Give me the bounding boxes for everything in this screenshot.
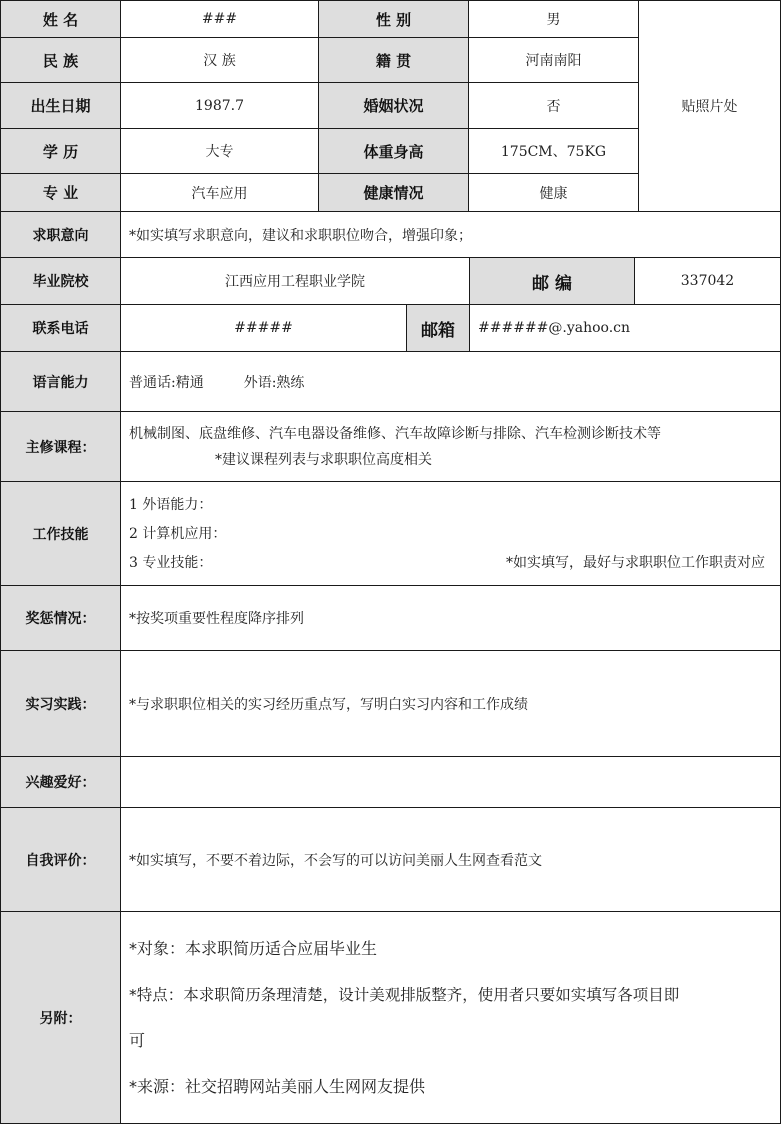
- internship-text: *与求职职位相关的实习经历重点写，写明白实习内容和工作成绩: [120, 650, 781, 757]
- body-value: 175CM、75KG: [468, 128, 639, 174]
- birth-value: 1987.7: [120, 82, 319, 129]
- major-label: 专 业: [0, 173, 121, 212]
- objective-label: 求职意向: [0, 211, 121, 258]
- health-label: 健康情况: [318, 173, 469, 212]
- health-value: 健康: [468, 173, 639, 212]
- skill-foreign-language: 1 外语能力：: [129, 496, 213, 513]
- phone-label: 联系电话: [0, 304, 121, 352]
- email-label: 邮箱: [406, 304, 470, 352]
- appendix-label: 另附：: [0, 911, 121, 1124]
- mandarin-level: 普通话:精通: [129, 374, 204, 391]
- origin-label: 籍 贯: [318, 37, 469, 83]
- language-label: 语言能力: [0, 351, 121, 412]
- skills-content: [120, 481, 781, 586]
- courses-label: 主修课程：: [0, 411, 121, 482]
- email-value: ######@.yahoo.cn: [469, 304, 781, 352]
- courses-content: [120, 411, 781, 482]
- foreign-language-level: 外语:熟练: [243, 374, 305, 391]
- phone-value: #####: [120, 304, 407, 352]
- education-value: 大专: [120, 128, 319, 174]
- appendix-content: [120, 911, 781, 1124]
- postcode-label: 邮 编: [469, 257, 635, 305]
- appendix-target: *对象：本求职简历适合应届毕业生: [129, 938, 378, 958]
- skills-note: *如实填写，最好与求职职位工作职责对应: [506, 554, 765, 571]
- school-label: 毕业院校: [0, 257, 121, 305]
- self-eval-label: 自我评价：: [0, 807, 121, 912]
- appendix-features: *特点：本求职简历条理清楚，设计美观排版整齐，使用者只要如实填写各项目即: [129, 985, 680, 1004]
- photo-placeholder: 贴照片处: [638, 0, 781, 212]
- major-value: 汽车应用: [120, 173, 319, 212]
- internship-label: 实习实践：: [0, 650, 121, 757]
- courses-note: *建议课程列表与求职职位高度相关: [215, 451, 432, 468]
- hobbies-label: 兴趣爱好：: [0, 756, 121, 808]
- appendix-features-cont: 可: [129, 1030, 146, 1050]
- hobbies-text: [120, 756, 781, 808]
- appendix-source: *来源：社交招聘网站美丽人生网网友提供: [129, 1076, 426, 1096]
- school-value: 江西应用工程职业学院: [120, 257, 470, 305]
- language-row: [120, 351, 781, 412]
- awards-text: *按奖项重要性程度降序排列: [120, 585, 781, 651]
- courses-list: 机械制图、底盘维修、汽车电器设备维修、汽车故障诊断与排除、汽车检测诊断技术等: [129, 425, 661, 442]
- objective-text: *如实填写求职意向，建议和求职职位吻合，增强印象；: [120, 211, 781, 258]
- ethnicity-value: 汉 族: [120, 37, 319, 83]
- awards-label: 奖惩情况：: [0, 585, 121, 651]
- education-label: 学 历: [0, 128, 121, 174]
- skill-professional-row: [129, 553, 765, 573]
- gender-label: 性 别: [318, 0, 469, 38]
- origin-value: 河南南阳: [468, 37, 639, 83]
- skills-label: 工作技能: [0, 481, 121, 586]
- body-label: 体重身高: [318, 128, 469, 174]
- self-eval-text: *如实填写，不要不着边际，不会写的可以访问美丽人生网查看范文: [120, 807, 781, 912]
- name-label: 姓 名: [0, 0, 121, 38]
- skill-computer: 2 计算机应用：: [129, 525, 227, 542]
- birth-label: 出生日期: [0, 82, 121, 129]
- marital-label: 婚姻状况: [318, 82, 469, 129]
- skill-professional: 3 专业技能：: [129, 554, 213, 571]
- name-value: ###: [120, 0, 319, 38]
- postcode-value: 337042: [634, 257, 781, 305]
- marital-value: 否: [468, 82, 639, 129]
- gender-value: 男: [468, 0, 639, 38]
- ethnicity-label: 民 族: [0, 37, 121, 83]
